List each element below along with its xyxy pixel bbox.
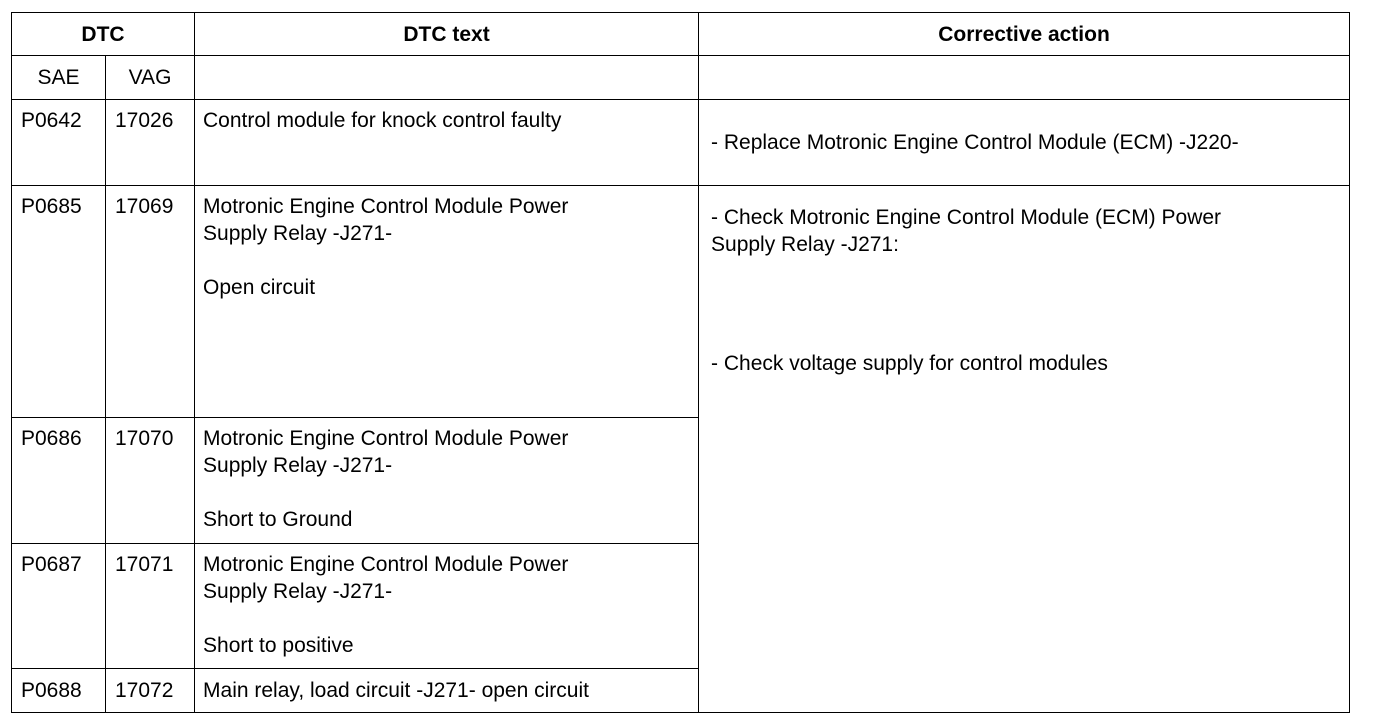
corrective-action-text: - Replace Motronic Engine Control Module (ECM) -J220-: [711, 131, 1239, 154]
corrective-action-text: - Check Motronic Engine Control Module (ECM) Power Supply Relay -J271:: [711, 206, 1222, 256]
sae-code: P0685: [12, 186, 106, 418]
dtc-text-cell: [195, 100, 699, 186]
corrective-action-text: - Check voltage supply for control modules: [711, 352, 1108, 375]
corrective-action-group-cell: [699, 186, 1350, 713]
sae-code: P0686: [12, 418, 106, 544]
header-dtc-text: DTC text: [195, 13, 699, 56]
vag-code: 17069: [106, 186, 195, 418]
table-row: [12, 100, 1350, 186]
vag-code: 17070: [106, 418, 195, 544]
header-dtc: DTC: [12, 13, 195, 56]
dtc-text-cell: [195, 186, 699, 418]
header-corrective-action: Corrective action: [699, 13, 1350, 56]
header-empty-cell: [699, 56, 1350, 100]
vag-code: 17071: [106, 544, 195, 669]
header-empty-cell: [195, 56, 699, 100]
vag-code: 17072: [106, 669, 195, 713]
sae-code: P0688: [12, 669, 106, 713]
dtc-table: [11, 12, 1350, 713]
dtc-text-cell: [195, 669, 699, 713]
sae-code: P0687: [12, 544, 106, 669]
sae-code: P0642: [12, 100, 106, 186]
corrective-action-cell: [699, 100, 1350, 186]
dtc-text: Motronic Engine Control Module Power Supply Relay -J271-: [203, 553, 569, 603]
dtc-text-condition: Short to Ground: [203, 508, 353, 531]
header-vag: VAG: [106, 56, 195, 100]
dtc-text-condition: Open circuit: [203, 276, 316, 299]
header-sae: SAE: [12, 56, 106, 100]
subheader-row: [12, 56, 1350, 100]
dtc-text-condition: Short to positive: [203, 634, 354, 657]
dtc-text: Motronic Engine Control Module Power Supply Relay -J271-: [203, 195, 569, 245]
dtc-text: Control module for knock control faulty: [203, 109, 562, 132]
vag-code: 17026: [106, 100, 195, 186]
dtc-text: Motronic Engine Control Module Power Supply Relay -J271-: [203, 427, 569, 477]
dtc-text-cell: [195, 544, 699, 669]
header-row: [12, 13, 1350, 56]
table-row: [12, 186, 1350, 418]
dtc-text: Main relay, load circuit -J271- open circuit: [203, 679, 589, 702]
dtc-text-cell: [195, 418, 699, 544]
